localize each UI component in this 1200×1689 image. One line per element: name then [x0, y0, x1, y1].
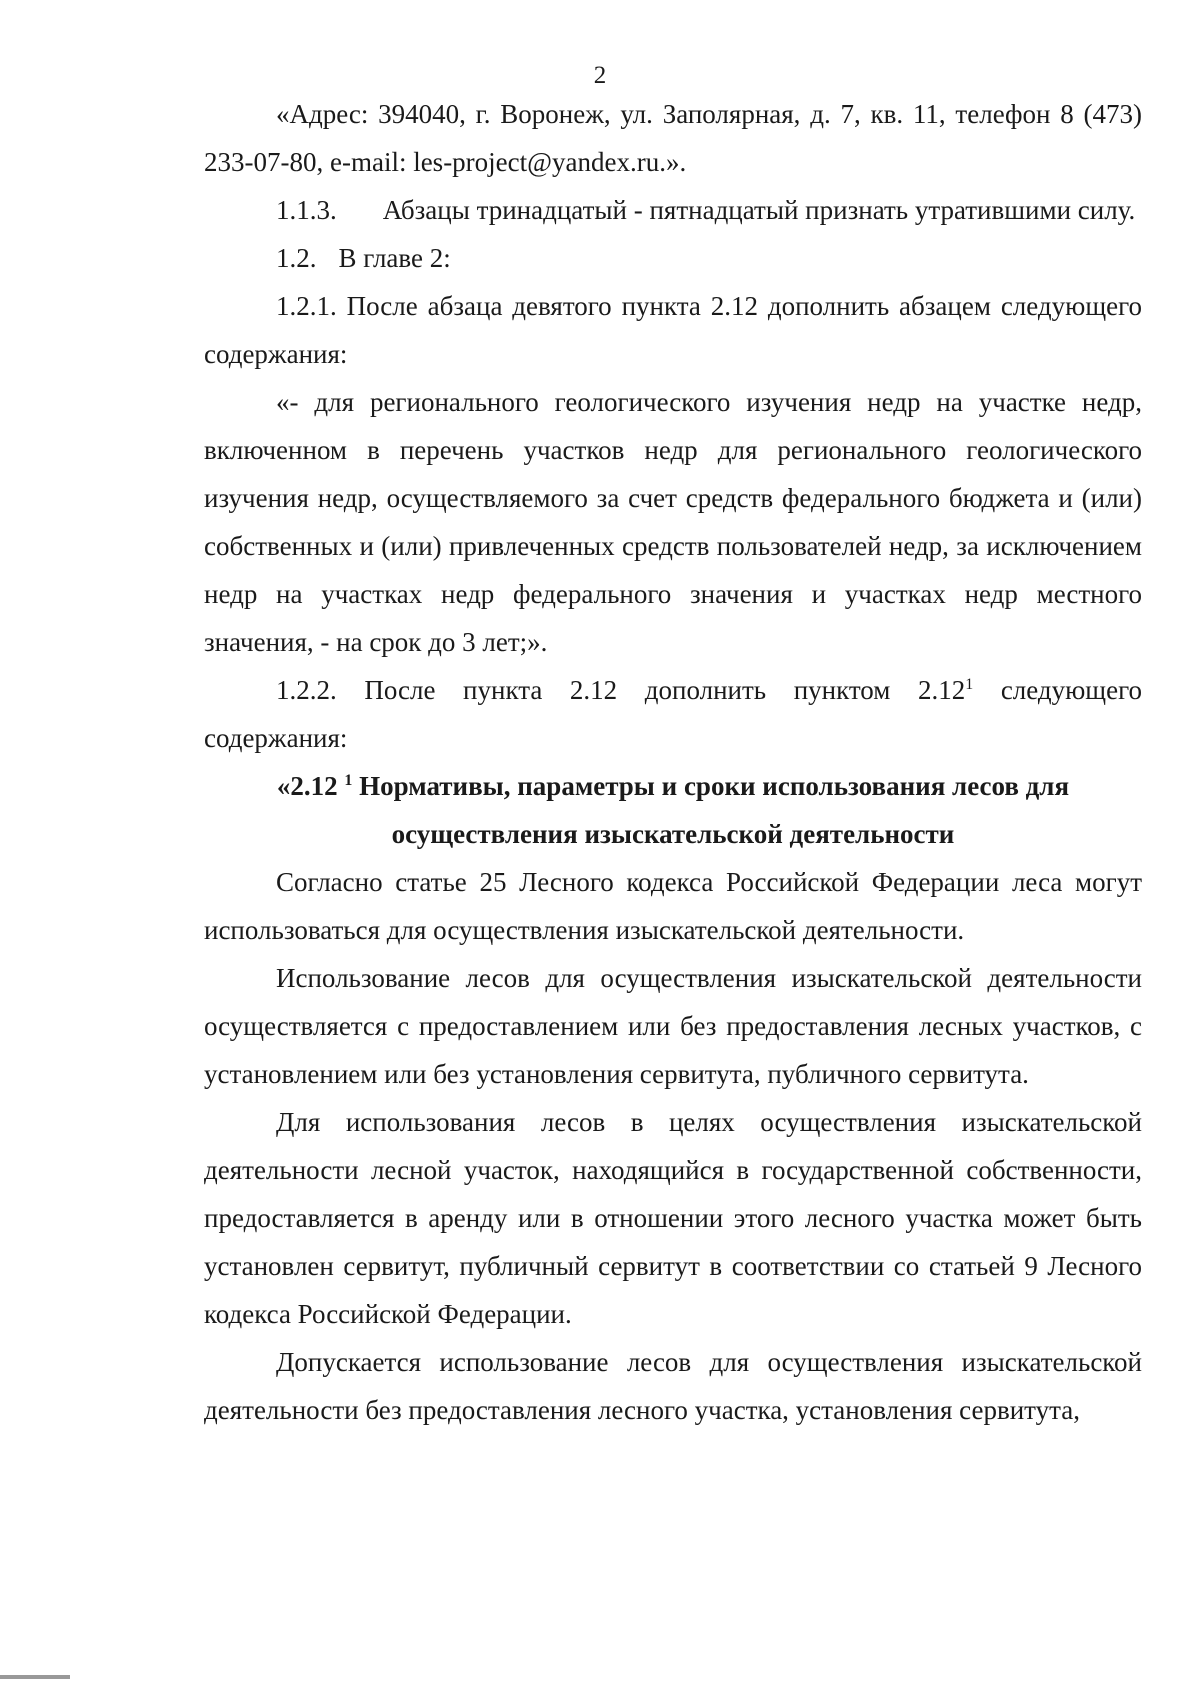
item-text-before: 1.2.2. После пункта 2.12 дополнить пунктом 2.12	[276, 675, 966, 705]
heading-superscript: 1	[344, 772, 353, 789]
heading-text: Нормативы, параметры и сроки использования лесов для осуществления изыскательской деятельности	[352, 771, 1070, 849]
item-number: 1.1.3.	[276, 195, 337, 225]
superscript: 1	[965, 676, 974, 693]
section-heading	[204, 762, 1142, 858]
page-number: 2	[593, 62, 607, 89]
paragraph-lease: Для использования лесов в целях осуществления изыскательской деятельности лесной участок, находящийся в государственной собственности, предоставляется в аренду или в отношении этого лесного участка может быть установлен сервитут, публичный сервитут в соответствии со статьей 9 Лесного кодекса Российской Федерации.	[204, 1107, 1142, 1329]
document-body	[204, 90, 1142, 1434]
paragraph-permitted-use: Допускается использование лесов для осуществления изыскательской деятельности без предоставления лесного участка, установления сервитута,	[204, 1347, 1142, 1425]
quoted-amendment: «- для регионального геологического изучения недр на участке недр, включенном в перечень участков недр для регионального геологического изучения недр, осуществляемого за счет средств федерального бюджета и (или) собственных и (или) привлеченных средств пользователей недр, за исключением недр на участках недр федерального значения и участках недр местного значения, - на срок до 3 лет;».	[204, 387, 1142, 657]
heading-prefix: «2.12	[276, 771, 345, 801]
item-1-1-3	[204, 186, 1142, 234]
item-1-2-1: 1.2.1. После абзаца девятого пункта 2.12 дополнить абзацем следующего содержания:	[204, 291, 1142, 369]
item-text: Абзацы тринадцатый - пятнадцатый признать утратившими силу.	[382, 195, 1136, 225]
scan-artifact	[0, 1675, 70, 1679]
item-text-after: следующего содержания:	[204, 675, 1142, 753]
item-1-2	[204, 234, 1142, 282]
item-number: 1.2.	[276, 243, 317, 273]
item-text: В главе 2:	[338, 243, 451, 273]
paragraph-forest-use: Использование лесов для осуществления изыскательской деятельности осуществляется с предоставлением или без предоставления лесных участков, с установлением или без установления сервитута, публичного сервитута.	[204, 963, 1142, 1089]
paragraph-article-25: Согласно статье 25 Лесного кодекса Российской Федерации леса могут использоваться для осуществления изыскательской деятельности.	[204, 867, 1142, 945]
address-paragraph: «Адрес: 394040, г. Воронеж, ул. Заполярная, д. 7, кв. 11, телефон 8 (473) 233-07-80, e-mail: les-project@yandex.ru.».	[204, 99, 1142, 177]
item-1-2-2	[204, 666, 1142, 762]
